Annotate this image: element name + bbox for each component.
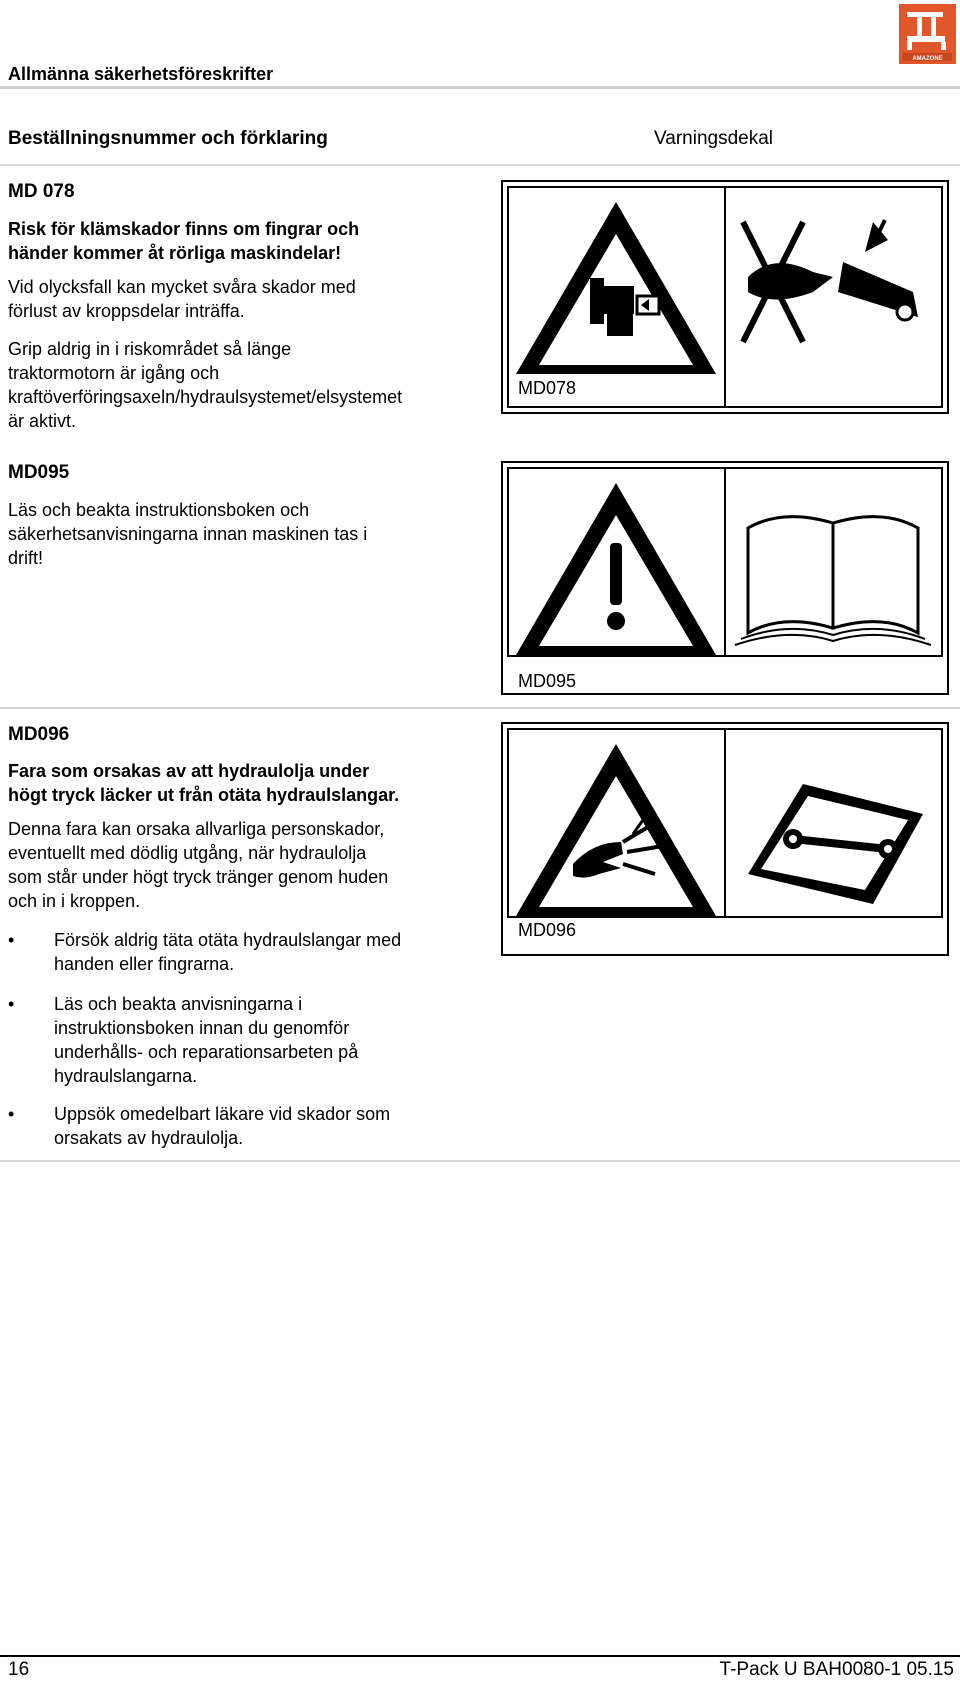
md095-rule xyxy=(0,707,960,709)
md078-warning: Risk för klämskador finns om fingrar och händer kommer åt rörliga maskindelar! xyxy=(8,219,360,263)
md095-decal xyxy=(501,461,949,695)
md096-bullet: • Försök aldrig täta otäta hydraulslangar med handen eller fingrarna. xyxy=(8,930,402,974)
md095-decal-label: MD095 xyxy=(515,671,579,692)
md078-instruction: Grip aldrig in i riskområdet så länge traktormotorn är igång och kraftöverföringsaxeln/hydraulsystemet/elsystemet är aktivt. xyxy=(8,339,403,431)
logo-text: AMAZONE xyxy=(912,56,943,62)
column-head-warning-decal: Varningsdekal xyxy=(654,128,774,149)
footer-rule xyxy=(0,1655,960,1657)
md096-warning: Fara som orsakas av att hydraulolja under högt tryck läcker ut från otäta hydraulslangar. xyxy=(8,761,400,805)
bullet-dot-icon: • xyxy=(8,1104,15,1124)
md078-decal-label: MD078 xyxy=(515,378,579,399)
md096-consequence: Denna fara kan orsaka allvarliga personskador, eventuellt med dödlig utgång, när hydraulolja som står under högt tryck tränger genom huden och in i kroppen. xyxy=(8,819,389,911)
header-rule xyxy=(0,86,960,89)
md095-pictogram xyxy=(503,463,947,693)
table-head-rule xyxy=(0,164,960,166)
bullet-dot-icon: • xyxy=(8,930,15,950)
md096-bullet: • Läs och beakta anvisningarna i instruktionsboken innan du genomför underhålls- och reparationsarbeten på hydraulslangarna. xyxy=(8,994,359,1086)
md078-code: MD 078 xyxy=(8,181,75,202)
bullet-dot-icon: • xyxy=(8,994,15,1014)
md095-text: Läs och beakta instruktionsboken och säkerhetsanvisningarna innan maskinen tas i drift! xyxy=(8,500,368,568)
page-number: 16 xyxy=(8,1659,30,1680)
md096-bullet: • Uppsök omedelbart läkare vid skador som orsakats av hydraulolja. xyxy=(8,1104,391,1148)
md078-decal xyxy=(501,180,949,414)
section-title: Allmänna säkerhetsföreskrifter xyxy=(8,64,274,84)
md096-decal xyxy=(501,722,949,956)
md095-code: MD095 xyxy=(8,462,70,483)
md078-consequence: Vid olycksfall kan mycket svåra skador med förlust av kroppsdelar inträffa. xyxy=(8,277,356,321)
document-id: T-Pack U BAH0080-1 05.15 xyxy=(719,1659,954,1680)
column-head-order-number: Beställningsnummer och förklaring xyxy=(8,128,328,149)
md096-decal-label: MD096 xyxy=(515,920,579,941)
md096-rule xyxy=(0,1160,960,1162)
amazone-logo xyxy=(899,4,956,64)
md096-code: MD096 xyxy=(8,724,70,745)
